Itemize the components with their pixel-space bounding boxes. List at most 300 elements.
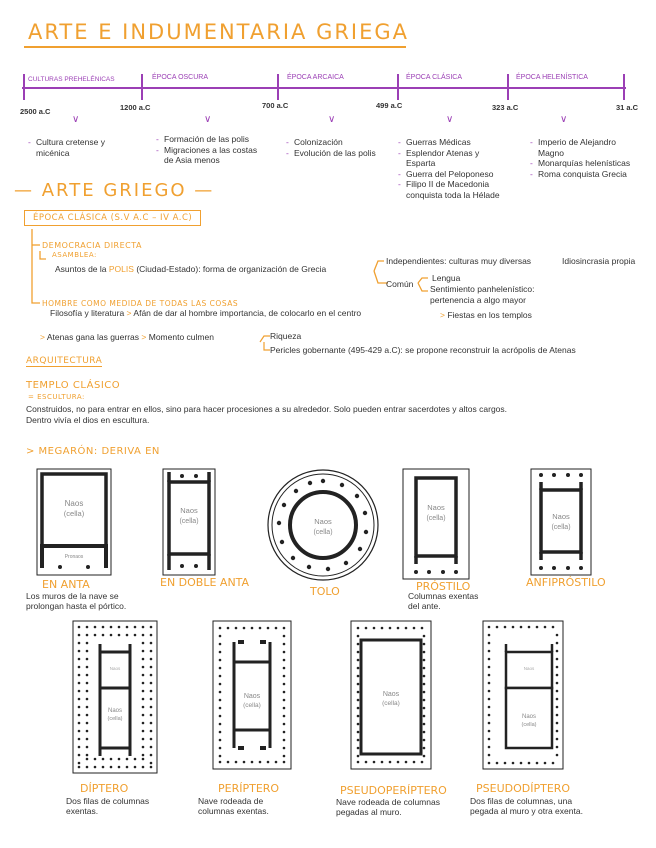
column-dot xyxy=(150,762,153,765)
column-dot xyxy=(78,746,81,749)
column-dot xyxy=(496,626,499,629)
column-dot xyxy=(488,762,491,765)
column-dot xyxy=(488,650,491,653)
column-dot xyxy=(86,698,89,701)
column-dot xyxy=(110,766,113,769)
plan-caption: Dos filas de columnas exentas. xyxy=(66,796,150,816)
section-title: — ARTE GRIEGO — xyxy=(14,180,215,201)
era-label: ÉPOCA OSCURA xyxy=(152,74,209,81)
column-dot xyxy=(556,738,559,741)
column-dot xyxy=(357,707,360,710)
column-dot xyxy=(488,746,491,749)
column-dot xyxy=(357,715,360,718)
column-dot xyxy=(78,766,81,769)
column-dot xyxy=(488,698,491,701)
column-dot xyxy=(150,706,153,709)
column-dot xyxy=(134,766,137,769)
era-label: ÉPOCA CLÁSICA xyxy=(406,74,463,81)
column-dot xyxy=(219,667,222,670)
naos-label: Naos xyxy=(109,666,121,671)
date-label: 2500 a.C xyxy=(20,107,51,116)
column-dot xyxy=(365,761,368,764)
column-dot xyxy=(150,690,153,693)
column-dot xyxy=(142,690,145,693)
column-dot xyxy=(86,634,89,637)
column-dot xyxy=(150,754,153,757)
column-dot xyxy=(556,634,559,637)
column-dot xyxy=(556,642,559,645)
naos-label: Naos xyxy=(427,503,445,512)
column-dot xyxy=(488,666,491,669)
idiosincrasia-text: Idiosincrasia propia xyxy=(562,256,636,266)
column-dot xyxy=(357,739,360,742)
column-dot xyxy=(134,634,137,637)
plan-en-doble-anta xyxy=(162,468,216,576)
column-dot xyxy=(219,731,222,734)
column-dot xyxy=(126,634,129,637)
column-dot xyxy=(78,738,81,741)
column-dot xyxy=(373,761,376,764)
construidos-text: Construidos, no para entrar en ellos, sino para hacer procesiones a su alrededor. Solo pueden entrar sacerdotes y altos cargos. xyxy=(26,404,508,414)
column-dot xyxy=(102,626,105,629)
naos-label: Naos xyxy=(521,714,537,720)
naos-label: Naos xyxy=(64,499,84,508)
plan-caption: Nave rodeada de columnas pegadas al muro. xyxy=(336,797,440,817)
plan-en-anta xyxy=(36,468,112,576)
column-dot xyxy=(86,722,89,725)
cella-label: (cella) xyxy=(313,529,333,536)
column-dot xyxy=(86,690,89,693)
column-dot xyxy=(556,658,559,661)
column-dot xyxy=(512,626,515,629)
column-dot xyxy=(86,758,89,761)
column-dot xyxy=(78,698,81,701)
asamblea-label: ASAMBLEA: xyxy=(52,251,97,259)
chevron-down-icon: ∨ xyxy=(446,114,454,125)
column-dot xyxy=(552,762,555,765)
column-dot xyxy=(219,699,222,702)
column-dot xyxy=(357,667,360,670)
column-dot xyxy=(134,758,137,761)
column-dot xyxy=(219,761,222,764)
column-dot xyxy=(544,626,547,629)
column-dot xyxy=(102,766,105,769)
column-dot xyxy=(556,722,559,725)
column-dot xyxy=(86,642,89,645)
independientes-text: Independientes: culturas muy diversas xyxy=(386,256,532,266)
column-dot xyxy=(150,746,153,749)
column-dot xyxy=(423,731,426,734)
column-dot xyxy=(142,746,145,749)
column-dot xyxy=(118,766,121,769)
list-item: - Guerras Médicas xyxy=(398,137,506,148)
column-dot xyxy=(423,707,426,710)
column-dot xyxy=(556,674,559,677)
pericles-text: Pericles gobernante (495-429 a.C): se propone reconstruir la acrópolis de Atenas xyxy=(270,345,576,355)
column-dot xyxy=(357,683,360,686)
column-dot xyxy=(142,714,145,717)
text-span: Asuntos de la xyxy=(55,264,107,274)
column-dot xyxy=(142,722,145,725)
column-dot xyxy=(142,766,145,769)
column-dot xyxy=(421,627,424,630)
column-dot xyxy=(219,723,222,726)
lengua-text: Lengua xyxy=(432,273,461,283)
column-dot xyxy=(110,626,113,629)
chevron-down-icon: ∨ xyxy=(204,114,212,125)
asuntos-text xyxy=(55,264,326,275)
list-item: - Imperio de Alejandro Magno xyxy=(530,137,642,158)
column-dot xyxy=(110,634,113,637)
column-dot xyxy=(78,754,81,757)
column-dot xyxy=(267,627,270,630)
column-dot xyxy=(556,730,559,733)
column-dot xyxy=(283,659,286,662)
column-dot xyxy=(504,626,507,629)
column-dot xyxy=(488,714,491,717)
column-dot xyxy=(357,651,360,654)
column-dot xyxy=(556,650,559,653)
column-dot xyxy=(536,762,539,765)
plan-label: TOLO xyxy=(310,585,340,598)
list-item: - Guerra del Peloponeso xyxy=(398,169,506,180)
column-dot xyxy=(78,722,81,725)
column-dot xyxy=(556,690,559,693)
column-dot xyxy=(357,643,360,646)
date-label: 31 a.C xyxy=(616,103,639,112)
plan-label: EN DOBLE ANTA xyxy=(160,576,250,589)
text-span: Momento culmen xyxy=(148,332,214,342)
column-dot xyxy=(488,674,491,677)
pronaos-label: Pronaos xyxy=(64,554,84,560)
column-dot xyxy=(556,706,559,709)
column-dot xyxy=(488,690,491,693)
date-label: 323 a.C xyxy=(492,103,519,112)
column-dot xyxy=(219,739,222,742)
column-dot xyxy=(556,754,559,757)
column-dot xyxy=(94,758,97,761)
naos-label: Naos xyxy=(552,512,570,521)
column-dot xyxy=(219,635,222,638)
plan-periptero xyxy=(212,620,292,770)
column-dot xyxy=(283,643,286,646)
period-box: ÉPOCA CLÁSICA (S.V A.C – IV A.C) xyxy=(24,210,201,226)
text-span: Filosofía y literatura xyxy=(50,308,125,318)
column-dot xyxy=(357,675,360,678)
plan-label: PSEUDOPERÍPTERO xyxy=(340,784,447,797)
column-dot xyxy=(365,627,368,630)
column-dot xyxy=(357,635,360,638)
column-dot xyxy=(283,627,286,630)
column-dot xyxy=(134,626,137,629)
column-dot xyxy=(219,659,222,662)
plan-caption: Columnas exentas del ante. xyxy=(408,591,479,611)
column-dot xyxy=(219,683,222,686)
column-dot xyxy=(150,642,153,645)
column-dot xyxy=(357,723,360,726)
column-dot xyxy=(283,699,286,702)
column-dot xyxy=(219,715,222,718)
column-dot xyxy=(381,627,384,630)
column-dot xyxy=(283,755,286,758)
column-dot xyxy=(86,738,89,741)
column-dot xyxy=(488,634,491,637)
date-label: 700 a.C xyxy=(262,101,289,110)
column-dot xyxy=(423,723,426,726)
column-dot xyxy=(423,715,426,718)
era-label: ÉPOCA ARCAICA xyxy=(287,74,344,81)
list-item: - Monarquías helenísticas xyxy=(530,158,642,169)
column-dot xyxy=(86,658,89,661)
arrow-icon: > xyxy=(440,310,445,320)
column-dot xyxy=(150,730,153,733)
plan-anfiprostilo xyxy=(530,468,592,576)
era-notes xyxy=(28,137,128,158)
column-dot xyxy=(219,707,222,710)
column-dot xyxy=(488,754,491,757)
column-dot xyxy=(520,762,523,765)
column-dot xyxy=(243,761,246,764)
column-dot xyxy=(357,699,360,702)
column-dot xyxy=(496,762,499,765)
column-dot xyxy=(389,627,392,630)
arrow-icon: > xyxy=(141,332,147,342)
column-dot xyxy=(488,722,491,725)
templo-heading: TEMPLO CLÁSICO xyxy=(26,380,121,391)
plan-label: PRÓSTILO xyxy=(416,580,471,593)
text-span: Atenas gana las guerras xyxy=(46,332,140,342)
column-dot xyxy=(150,682,153,685)
plan-label: PERÍPTERO xyxy=(218,782,280,795)
column-dot xyxy=(150,738,153,741)
column-dot xyxy=(142,658,145,661)
column-dot xyxy=(78,706,81,709)
fiestas-text xyxy=(440,310,532,321)
column-dot xyxy=(150,666,153,669)
column-dot xyxy=(142,674,145,677)
title-underline xyxy=(24,46,406,48)
column-dot xyxy=(86,626,89,629)
text-span: Fiestas en los templos xyxy=(447,310,532,320)
column-dot xyxy=(520,626,523,629)
column-dot xyxy=(283,761,286,764)
column-dot xyxy=(397,761,400,764)
column-dot xyxy=(397,627,400,630)
riqueza-text: Riqueza xyxy=(270,331,302,341)
column-dot xyxy=(142,730,145,733)
column-dot xyxy=(219,627,222,630)
list-item: - Roma conquista Grecia xyxy=(530,169,642,180)
column-dot xyxy=(78,626,81,629)
column-dot xyxy=(556,682,559,685)
column-dot xyxy=(219,643,222,646)
column-dot xyxy=(86,706,89,709)
plan-label: ANFIPRÓSTILO xyxy=(526,576,606,589)
plan-tolo xyxy=(266,468,380,582)
column-dot xyxy=(102,634,105,637)
list-item: - Formación de las polis xyxy=(156,134,266,145)
date-label: 1200 a.C xyxy=(120,103,151,112)
column-dot xyxy=(357,691,360,694)
text-span: Afán de dar al hombre importancia, de colocarlo en el centro xyxy=(133,308,362,318)
column-dot xyxy=(259,761,262,764)
column-dot xyxy=(283,667,286,670)
column-dot xyxy=(421,761,424,764)
column-dot xyxy=(283,715,286,718)
naos-label: Naos xyxy=(107,708,123,714)
column-dot xyxy=(504,762,507,765)
polis-term: POLIS xyxy=(108,264,134,274)
column-dot xyxy=(78,642,81,645)
era-notes xyxy=(286,137,392,158)
plan-caption: Los muros de la nave se prolongan hasta el pórtico. xyxy=(26,591,127,611)
column-dot xyxy=(488,730,491,733)
column-dot xyxy=(251,627,254,630)
column-dot xyxy=(86,674,89,677)
column-dot xyxy=(126,758,129,761)
column-dot xyxy=(219,651,222,654)
list-item: - Filipo II de Macedonia conquista toda la Hélade xyxy=(398,179,506,200)
column-dot xyxy=(357,731,360,734)
column-dot xyxy=(86,682,89,685)
column-dot xyxy=(86,754,89,757)
column-dot xyxy=(423,651,426,654)
column-dot xyxy=(488,682,491,685)
chevron-down-icon: ∨ xyxy=(72,114,80,125)
cella-label: (cella) xyxy=(521,722,537,728)
atenas-text xyxy=(40,332,214,343)
filosofia-text xyxy=(50,308,361,319)
column-dot xyxy=(528,626,531,629)
arrow-icon: > xyxy=(40,332,45,342)
column-dot xyxy=(118,758,121,761)
era-notes xyxy=(530,137,642,179)
column-dot xyxy=(389,761,392,764)
cella-label: (cella) xyxy=(179,518,199,525)
column-dot xyxy=(413,761,416,764)
arrow-icon: > xyxy=(126,308,132,318)
cella-label: (cella) xyxy=(243,702,261,709)
column-dot xyxy=(142,758,145,761)
column-dot xyxy=(78,666,81,669)
text-span: (Ciudad-Estado): forma de organización de Grecia xyxy=(136,264,327,274)
hombre-label: HOMBRE COMO MEDIDA DE TODAS LAS COSAS xyxy=(42,299,239,308)
era-notes xyxy=(156,134,266,166)
megaron-heading: > MEGARÓN: DERIVA EN xyxy=(26,446,160,457)
naos-label: Naos xyxy=(180,506,198,515)
column-dot xyxy=(552,626,555,629)
column-dot xyxy=(227,627,230,630)
chevron-down-icon: ∨ xyxy=(328,114,336,125)
column-dot xyxy=(275,627,278,630)
column-dot xyxy=(283,723,286,726)
column-dot xyxy=(219,691,222,694)
page-title: ARTE E INDUMENTARIA GRIEGA xyxy=(28,20,410,44)
column-dot xyxy=(86,766,89,769)
plan-pseudoperiptero xyxy=(350,620,432,770)
column-dot xyxy=(78,650,81,653)
cella-label: (cella) xyxy=(63,509,85,518)
plan-caption: Nave rodeada de columnas exentas. xyxy=(198,796,269,816)
list-item: - Migraciones a las costas de Asia menos xyxy=(156,145,266,166)
column-dot xyxy=(78,730,81,733)
naos-label: Naos xyxy=(243,693,261,700)
column-dot xyxy=(528,762,531,765)
column-dot xyxy=(86,730,89,733)
column-dot xyxy=(259,627,262,630)
column-dot xyxy=(78,682,81,685)
cella-label: (cella) xyxy=(382,700,400,707)
column-dot xyxy=(283,731,286,734)
column-dot xyxy=(556,666,559,669)
column-dot xyxy=(556,714,559,717)
cella-label: (cella) xyxy=(551,524,571,531)
column-dot xyxy=(357,659,360,662)
date-label: 499 a.C xyxy=(376,101,403,110)
column-dot xyxy=(556,698,559,701)
democracia-label: DEMOCRACIA DIRECTA xyxy=(42,241,142,250)
column-dot xyxy=(488,706,491,709)
column-dot xyxy=(423,635,426,638)
column-dot xyxy=(118,634,121,637)
column-dot xyxy=(423,739,426,742)
list-item: - Cultura cretense y micénica xyxy=(28,137,128,158)
column-dot xyxy=(357,761,360,764)
column-dot xyxy=(405,627,408,630)
cella-label: (cella) xyxy=(107,716,123,722)
column-dot xyxy=(219,747,222,750)
column-dot xyxy=(150,698,153,701)
plan-label: PSEUDODÍPTERO xyxy=(476,782,571,795)
column-dot xyxy=(423,667,426,670)
column-dot xyxy=(118,626,121,629)
column-dot xyxy=(227,761,230,764)
column-dot xyxy=(251,761,254,764)
column-dot xyxy=(78,658,81,661)
column-dot xyxy=(556,746,559,749)
column-dot xyxy=(423,643,426,646)
column-dot xyxy=(357,627,360,630)
column-dot xyxy=(243,627,246,630)
column-dot xyxy=(423,659,426,662)
column-dot xyxy=(142,626,145,629)
column-dot xyxy=(142,738,145,741)
column-dot xyxy=(142,754,145,757)
column-dot xyxy=(235,627,238,630)
column-dot xyxy=(219,675,222,678)
list-item: - Esplendor Atenas y Esparta xyxy=(398,148,506,169)
list-item: - Evolución de las polis xyxy=(286,148,392,159)
column-dot xyxy=(78,714,81,717)
column-dot xyxy=(126,766,129,769)
column-dot xyxy=(423,691,426,694)
sentimiento-text: Sentimiento panhelenístico: pertenencia a algo mayor xyxy=(430,284,535,305)
plan-diptero xyxy=(72,620,158,774)
column-dot xyxy=(488,626,491,629)
column-dot xyxy=(142,634,145,637)
dentro-text: Dentro vivía el dios en escultura. xyxy=(26,415,150,425)
column-dot xyxy=(86,650,89,653)
column-dot xyxy=(283,747,286,750)
column-dot xyxy=(283,651,286,654)
naos-label: Naos xyxy=(523,666,535,671)
plan-caption: Dos filas de columnas, una pegada al muro y otra exenta. xyxy=(470,796,583,816)
era-notes xyxy=(398,137,506,200)
column-dot xyxy=(78,690,81,693)
column-dot xyxy=(413,627,416,630)
column-dot xyxy=(110,758,113,761)
plan-label: EN ANTA xyxy=(42,578,90,591)
